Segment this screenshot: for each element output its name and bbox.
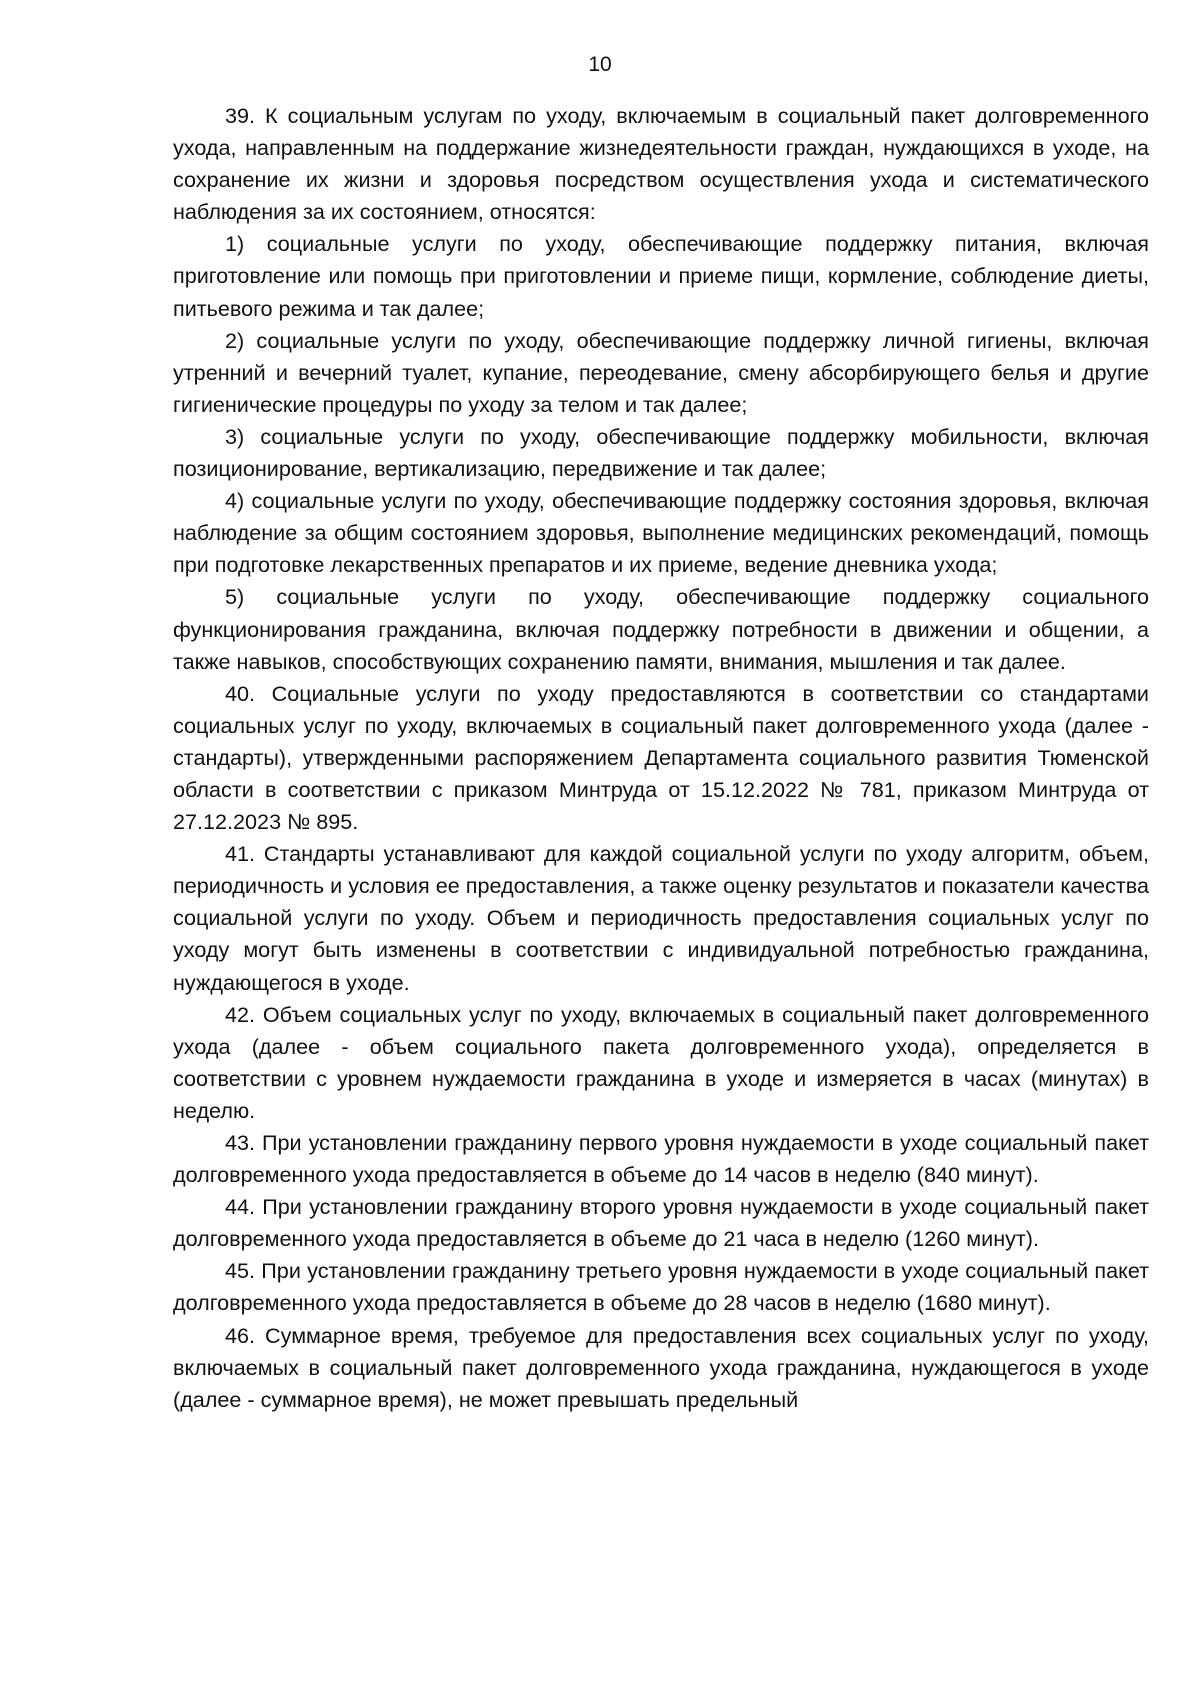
paragraph-39-item-1: 1) социальные услуги по уходу, обеспечивающие поддержку питания, включая приготовление или помощь при приготовлении и приеме пищи, кормление, соблюдение диеты, питьевого режима и так далее;	[173, 231, 1149, 321]
document-body	[173, 100, 1149, 1416]
paragraph-44: 44. При установлении гражданину второго уровня нуждаемости в уходе социальный пакет долговременного ухода предоставляется в объеме до 21 часа в неделю (1260 минут).	[173, 1194, 1149, 1252]
paragraph-39-item-5: 5) социальные услуги по уходу, обеспечивающие поддержку социального функционирования гражданина, включая поддержку потребности в движении и общении, а также навыков, способствующих сохранению памяти, внимания, мышления и так далее.	[173, 584, 1149, 674]
paragraph-43: 43. При установлении гражданину первого уровня нуждаемости в уходе социальный пакет долговременного ухода предоставляется в объеме до 14 часов в неделю (840 минут).	[173, 1130, 1149, 1188]
paragraph-39-item-2: 2) социальные услуги по уходу, обеспечивающие поддержку личной гигиены, включая утренний и вечерний туалет, купание, переодевание, смену абсорбирующего белья и другие гигиенические процедуры по уходу за телом и так далее;	[173, 327, 1149, 417]
page-number: 10	[588, 53, 612, 76]
paragraph-42: 42. Объем социальных услуг по уходу, включаемых в социальный пакет долговременного ухода (далее - объем социального пакета долговременного ухода), определяется в соответствии с уровнем нуждаемости гражданина в уходе и измеряется в часах (минутах) в неделю.	[173, 1001, 1149, 1123]
paragraph-41: 41. Стандарты устанавливают для каждой социальной услуги по уходу алгоритм, объем, периодичность и условия ее предоставления, а также оценку результатов и показатели качества социальной услуги по уходу. Объем и периодичность предоставления социальных услуг по уходу могут быть изменены в соответствии с индивидуальной потребностью гражданина, нуждающегося в уходе.	[173, 841, 1149, 995]
paragraph-39: 39. К социальным услугам по уходу, включаемым в социальный пакет долговременного ухода, направленным на поддержание жизнедеятельности граждан, нуждающихся в уходе, на сохранение их жизни и здоровья посредством осуществления ухода и систематического наблюдения за их состоянием, относятся:	[173, 103, 1149, 225]
paragraph-39-item-4: 4) социальные услуги по уходу, обеспечивающие поддержку состояния здоровья, включая наблюдение за общим состоянием здоровья, выполнение медицинских рекомендаций, помощь при подготовке лекарственных препаратов и их приеме, ведение дневника ухода;	[173, 488, 1149, 578]
paragraph-39-item-3: 3) социальные услуги по уходу, обеспечивающие поддержку мобильности, включая позиционирование, вертикализацию, передвижение и так далее;	[173, 423, 1149, 482]
paragraph-46: 46. Суммарное время, требуемое для предоставления всех социальных услуг по уходу, включаемых в социальный пакет долговременного ухода гражданина, нуждающегося в уходе (далее - суммарное время), не может превышать предельный	[173, 1322, 1149, 1412]
paragraph-45: 45. При установлении гражданину третьего уровня нуждаемости в уходе социальный пакет долговременного ухода предоставляется в объеме до 28 часов в неделю (1680 минут).	[173, 1258, 1149, 1316]
paragraph-40: 40. Социальные услуги по уходу предоставляются в соответствии со стандартами социальных услуг по уходу, включаемых в социальный пакет долговременного ухода (далее - стандарты), утвержденными распоряжением Департамента социального развития Тюменской области в соответствии с приказом Минтруда от 15.12.2022 № 781, приказом Минтруда от 27.12.2023 № 895.	[173, 680, 1149, 835]
